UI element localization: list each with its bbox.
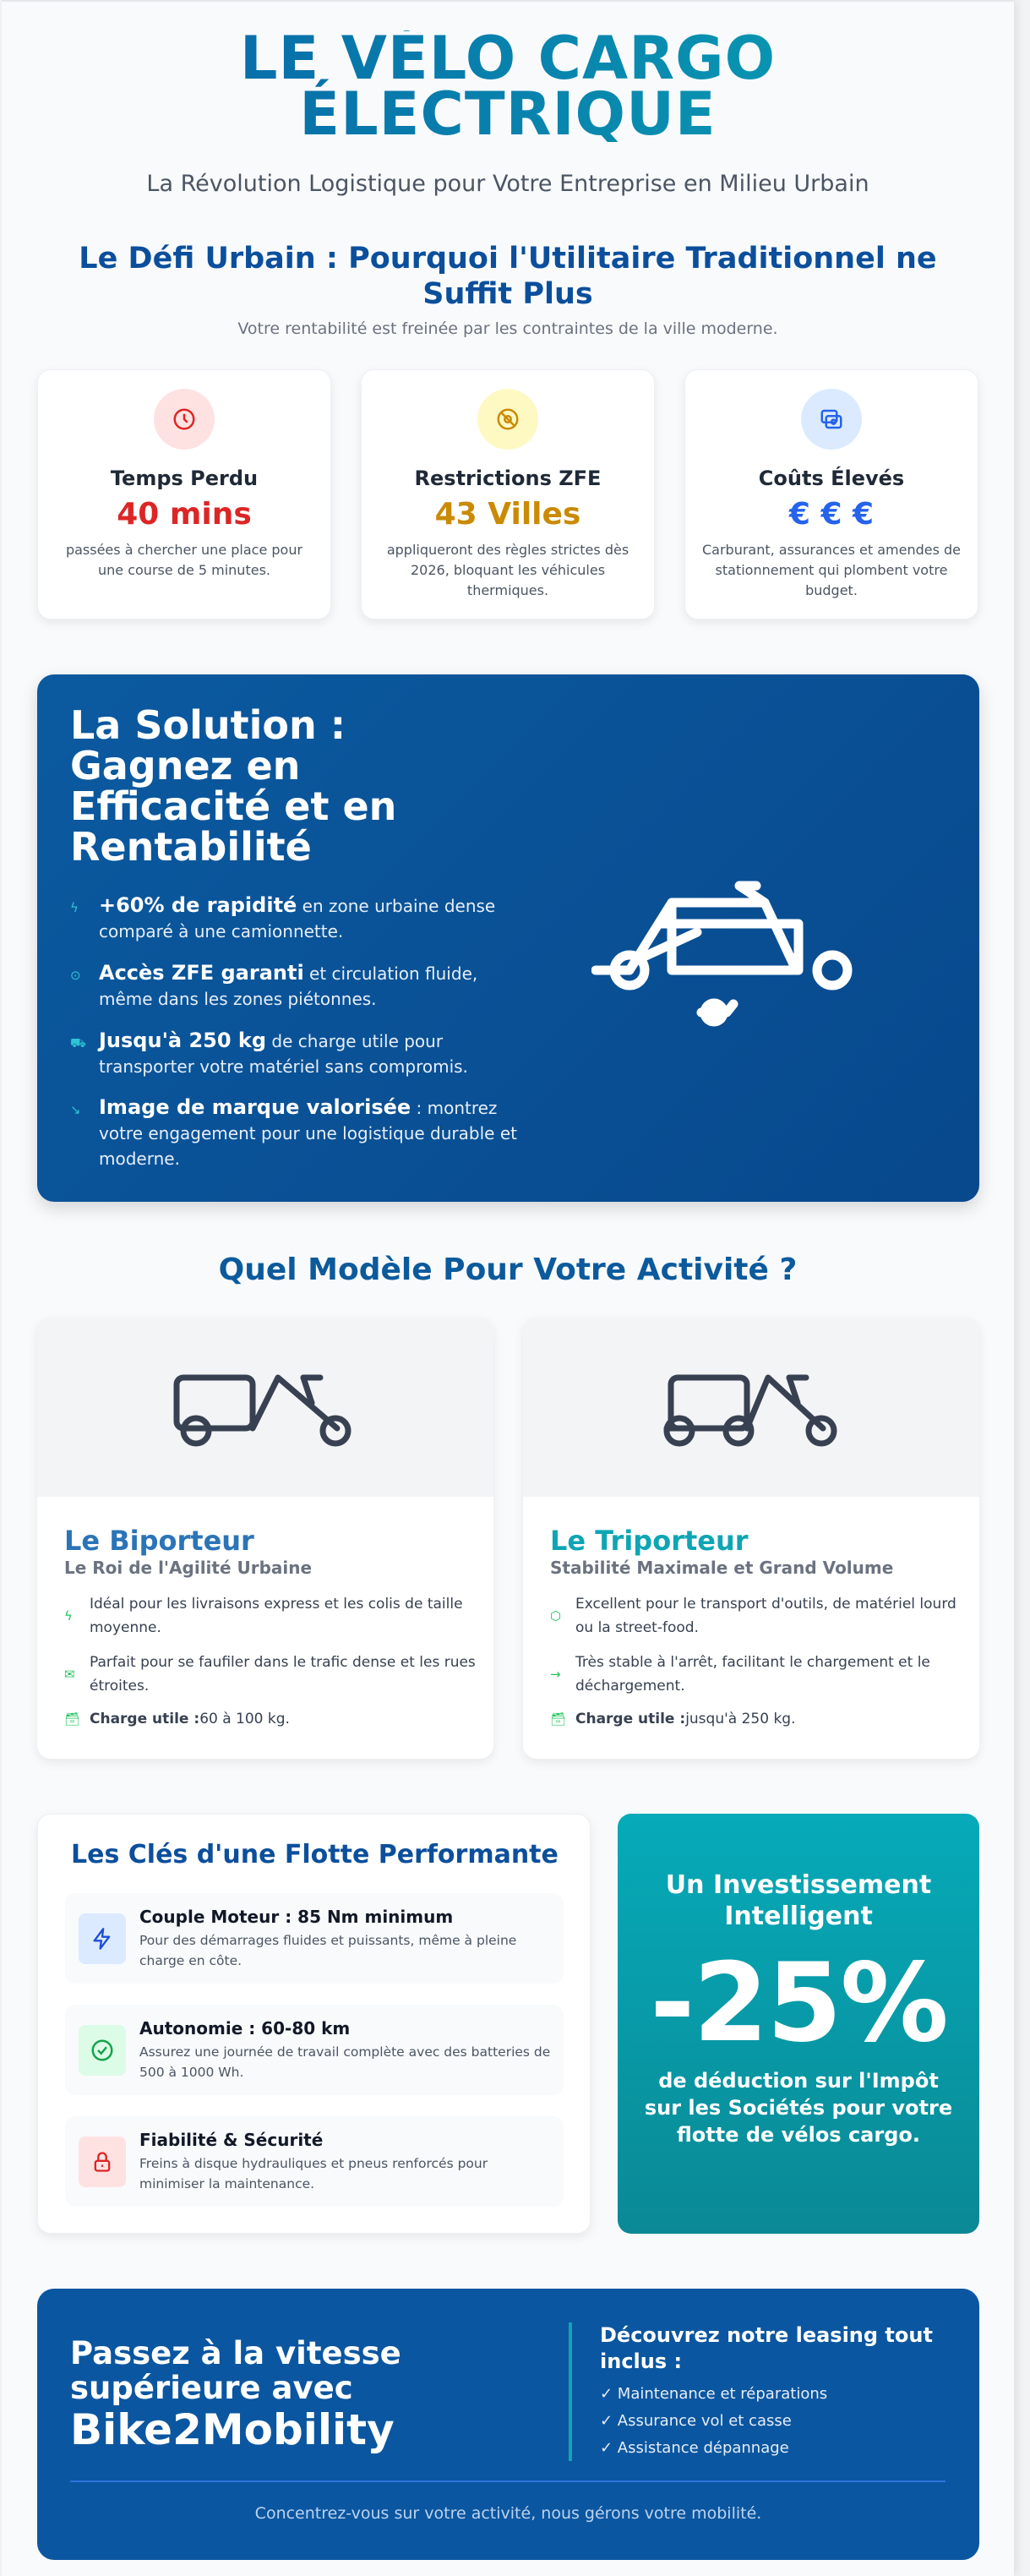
solution-section [37,674,979,1202]
model-name: Le Triporteur [550,1525,749,1557]
model-image [523,1318,979,1497]
leasing-item: ✓ Assistance dépannage [600,2439,789,2457]
title-line: ÉLECTRIQUE [299,79,717,149]
card-desc: Carburant, assurances et amendes de stationnement qui plombent votre budget. [701,542,962,598]
check-circle-icon [79,2025,126,2076]
leasing-item: ✓ Assurance vol et casse [600,2412,792,2430]
cta-line: Passez à la vitesse supérieure avec [70,2335,401,2406]
bullet-text: et circulation fluide, même dans les zones piétonnes. [99,963,478,1009]
models-title: Quel Modèle Pour Votre Activité ? [218,1253,798,1287]
point-text: Idéal pour les livraisons express et les colis de taille moyenne. [90,1596,463,1636]
card-desc: passées à chercher une place pour une course de 5 minutes. [65,542,303,578]
defi-title: Le Défi Urbain : Pourquoi l'Utilitaire Traditionnel ne Suffit Plus [79,242,937,311]
card-value: 43 Villes [434,497,581,532]
model-point [64,1592,478,1640]
keys-card [37,1814,591,2234]
problem-card-time [37,369,331,619]
brand-name: Bike2Mobility [70,2405,395,2454]
solution-bullet [70,892,526,944]
archive-icon: 🗃 [64,1711,81,1727]
model-charge [550,1707,964,1731]
bolt-icon [79,1913,126,1964]
cta-footer: Concentrez-vous sur votre activité, nous gérons votre mobilité. [254,2504,762,2523]
mail-icon: ✉ [64,1667,75,1682]
key-title: Autonomie : 60-80 km [139,2018,351,2038]
archive-icon: 🗃 [550,1711,567,1727]
title-line: LE VÉLO CARGO [239,24,777,93]
ban-icon [477,389,538,450]
investment-desc: de déduction sur l'Impôt sur les Sociétés pour votre flotte de vélos cargo. [644,2069,953,2147]
defi-desc: Votre rentabilité est freinée par les contraintes de la ville moderne. [237,319,778,338]
leasing-item: ✓ Maintenance et réparations [600,2385,828,2403]
check-circle-icon: ⊙ [70,968,81,983]
bullet-bold: Jusqu'à 250 kg [99,1029,267,1052]
lock-icon [79,2137,126,2187]
cargo-bike-illustration [591,877,862,1029]
triporteur-icon [658,1365,844,1449]
card-desc: appliqueront des règles strictes dès 2026, bloquant les véhicules thermiques. [386,542,629,598]
key-item [65,2116,564,2207]
bullet-bold: Accès ZFE garanti [99,961,304,985]
investment-title: Un Investissement Intelligent [665,1870,932,1931]
key-title: Fiabilité & Sécurité [139,2130,324,2150]
bullet-text: de charge utile pour transporter votre matériel sans compromis. [99,1031,468,1077]
bullet-bold: Image de marque valorisée [99,1095,411,1119]
investment-value: -25% [650,1940,947,2066]
bolt-icon: ϟ [64,1608,73,1624]
card-value: € € € [788,497,875,532]
card-title: Temps Perdu [110,467,259,490]
model-point [550,1651,964,1698]
model-card-triporteur [523,1318,979,1759]
key-item [65,2005,564,2095]
problem-card-costs [684,369,978,619]
cart-icon: ⛟ [70,1035,86,1051]
model-subtitle: Le Roi de l'Agilité Urbaine [64,1558,313,1578]
card-value: 40 mins [117,497,252,532]
key-desc: Pour des démarrages fluides et puissants, même à pleine charge en côte. [139,1933,517,1968]
bullet-bold: +60% de rapidité [99,893,297,917]
problem-card-zfe [361,369,655,619]
card-title: Coûts Élevés [758,467,905,490]
solution-bullet [70,1094,526,1171]
clock-icon [154,389,215,450]
solution-title: La Solution : Gagnez en Efficacité et en Rentabilité [70,702,397,870]
main-title [2,24,1014,149]
key-title: Couple Moteur : 85 Nm minimum [139,1907,454,1927]
model-card-biporteur [37,1318,493,1759]
solution-bullet [70,960,526,1012]
point-text: Excellent pour le transport d'outils, de matériel lourd ou la street-food. [575,1596,956,1636]
charge-label: Charge utile : [90,1711,200,1727]
point-text: Parfait pour se faufiler dans le trafic dense et les rues étroites. [90,1654,476,1695]
model-charge [64,1707,478,1731]
key-desc: Freins à disque hydrauliques et pneus renforcés pour minimiser la maintenance. [139,2156,488,2191]
arrow-right-icon: → [550,1667,561,1682]
model-point [550,1592,964,1640]
charge-label: Charge utile : [575,1711,686,1727]
cta-section [37,2289,979,2560]
bolt-icon: ϟ [70,900,79,915]
box-icon: ⬡ [550,1608,562,1624]
page [2,0,1014,2576]
divider [70,2480,946,2482]
investment-card [618,1814,979,2234]
bullet-text: en zone urbaine dense comparé à une camionnette. [99,896,496,941]
biporteur-icon [172,1365,358,1449]
trend-icon: ↘ [70,1102,81,1117]
cta-headline [70,2336,433,2454]
charge-value: jusqu'à 250 kg. [685,1711,796,1727]
divider [569,2322,572,2461]
model-subtitle: Stabilité Maximale et Grand Volume [550,1558,894,1578]
card-title: Restrictions ZFE [414,467,602,490]
key-item [65,1893,564,1984]
money-icon [801,389,862,450]
model-point [64,1651,478,1698]
point-text: Très stable à l'arrêt, facilitant le chargement et le déchargement. [575,1654,930,1695]
key-desc: Assurez une journée de travail complète avec des batteries de 500 à 1000 Wh. [139,2044,551,2080]
model-name: Le Biporteur [64,1525,254,1557]
keys-title: Les Clés d'une Flotte Performante [71,1840,559,1869]
bullet-text: : montrez votre engagement pour une logistique durable et moderne. [99,1098,517,1169]
model-image [37,1318,493,1497]
charge-value: 60 à 100 kg. [199,1711,290,1727]
leasing-title: Découvrez notre leasing tout inclus : [600,2323,933,2373]
subtitle: La Révolution Logistique pour Votre Entreprise en Milieu Urbain [146,171,869,197]
solution-bullet [70,1028,526,1079]
